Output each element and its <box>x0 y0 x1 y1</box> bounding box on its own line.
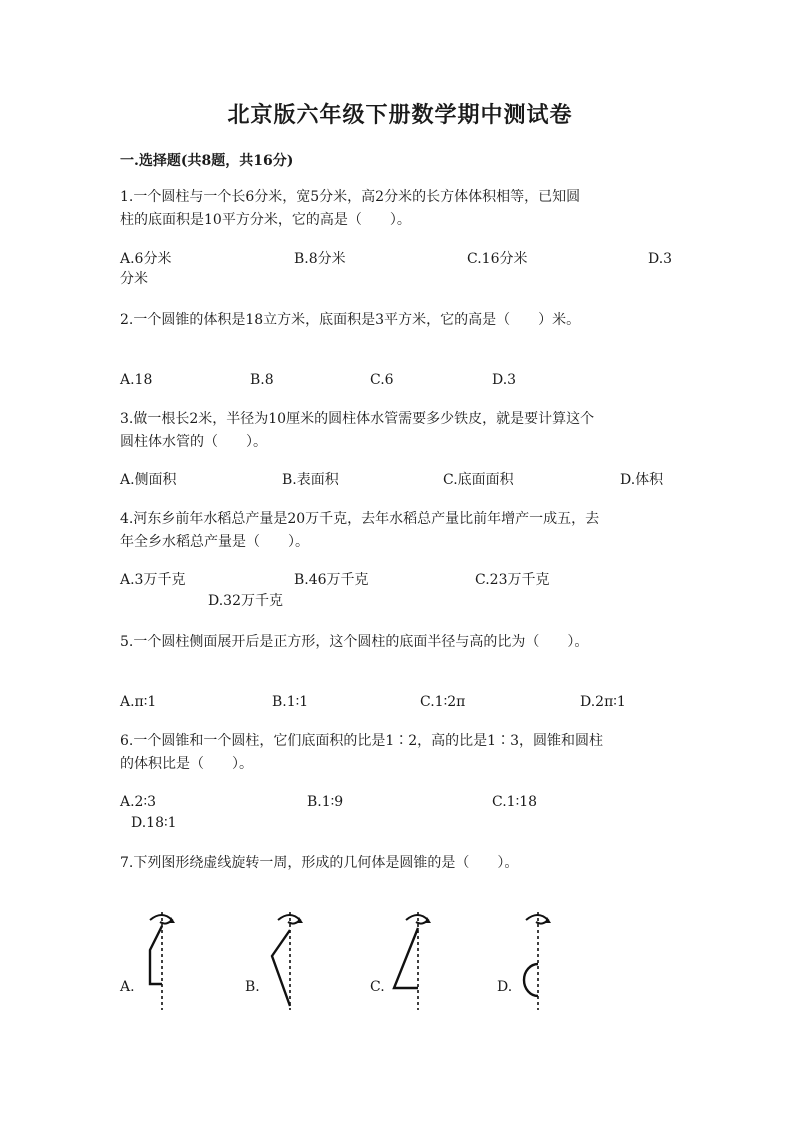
figure-c-label[interactable]: C. <box>370 979 385 995</box>
question-5-option-d[interactable]: D.2π∶1 <box>580 694 626 710</box>
figure-b-rotation-shape <box>266 908 310 1012</box>
question-5-option-c[interactable]: C.1∶2π <box>420 694 466 710</box>
question-5-line-1: 5.一个圆柱侧面展开后是正方形，这个圆柱的底面半径与高的比为（ ）。 <box>120 634 589 650</box>
question-1-option-a[interactable]: A.6分米 <box>120 251 172 267</box>
section-heading: 一.选择题(共8题，共16分) <box>120 153 294 169</box>
question-1 <box>120 186 676 232</box>
question-6-option-d[interactable]: D.18∶1 <box>131 815 177 831</box>
figure-d-label[interactable]: D. <box>497 979 513 995</box>
question-6-option-a[interactable]: A.2∶3 <box>120 794 157 810</box>
question-6 <box>120 730 676 776</box>
question-5 <box>120 631 676 654</box>
question-4-line-2: 年全乡水稻总产量是（ ）。 <box>120 534 309 550</box>
question-1-option-b[interactable]: B.8分米 <box>294 251 346 267</box>
question-7 <box>120 852 676 875</box>
figure-b-label[interactable]: B. <box>245 979 260 995</box>
question-4-option-c[interactable]: C.23万千克 <box>475 572 550 588</box>
question-2 <box>120 309 676 332</box>
question-6-option-b[interactable]: B.1∶9 <box>307 794 344 810</box>
question-1-line-1: 1.一个圆柱与一个长6分米，宽5分米，高2分米的长方体体积相等，已知圆 <box>120 189 581 205</box>
question-3-line-1: 3.做一根长2米，半径为10厘米的圆柱体水管需要多少铁皮，就是要计算这个 <box>120 411 595 427</box>
question-2-line-1: 2.一个圆锥的体积是18立方米，底面积是3平方米，它的高是（ ）米。 <box>120 312 581 328</box>
question-3-option-a[interactable]: A.侧面积 <box>120 472 177 488</box>
question-5-option-a[interactable]: A.π∶1 <box>120 694 157 710</box>
page-title: 北京版六年级下册数学期中测试卷 <box>227 102 573 128</box>
question-1-option-d-unit: 分米 <box>120 271 148 287</box>
question-1-option-d[interactable]: D.3 <box>648 251 673 267</box>
figure-c-rotation-shape <box>390 908 434 1012</box>
question-6-line-1: 6.一个圆锥和一个圆柱，它们底面积的比是1∶2，高的比是1∶3，圆锥和圆柱 <box>120 733 603 749</box>
question-4 <box>120 508 676 554</box>
question-1-option-c[interactable]: C.16分米 <box>467 251 528 267</box>
question-2-option-a[interactable]: A.18 <box>120 372 153 388</box>
question-1-line-2: 柱的底面积是10平方分米，它的高是（ ）。 <box>120 212 411 228</box>
question-6-option-c[interactable]: C.1∶18 <box>492 794 538 810</box>
question-4-option-b[interactable]: B.46万千克 <box>294 572 369 588</box>
question-4-option-a[interactable]: A.3万千克 <box>120 572 186 588</box>
question-2-option-b[interactable]: B.8 <box>250 372 274 388</box>
question-5-option-b[interactable]: B.1∶1 <box>272 694 309 710</box>
figure-d-rotation-shape <box>512 908 556 1012</box>
question-3-option-c[interactable]: C.底面面积 <box>443 472 514 488</box>
question-6-line-2: 的体积比是（ ）。 <box>120 756 253 772</box>
question-4-option-d[interactable]: D.32万千克 <box>208 593 283 609</box>
question-4-line-1: 4.河东乡前年水稻总产量是20万千克，去年水稻总产量比前年增产一成五，去 <box>120 511 600 527</box>
question-3-option-d[interactable]: D.体积 <box>620 472 664 488</box>
question-2-option-d[interactable]: D.3 <box>492 372 517 388</box>
question-7-line-1: 7.下列图形绕虚线旋转一周，形成的几何体是圆锥的是（ ）。 <box>120 855 519 871</box>
question-2-option-c[interactable]: C.6 <box>370 372 394 388</box>
question-3 <box>120 408 676 454</box>
question-3-line-2: 圆柱体水管的（ ）。 <box>120 434 267 450</box>
figure-a-rotation-shape <box>138 908 182 1012</box>
question-3-option-b[interactable]: B.表面积 <box>282 472 339 488</box>
figure-a-label[interactable]: A. <box>120 979 135 995</box>
